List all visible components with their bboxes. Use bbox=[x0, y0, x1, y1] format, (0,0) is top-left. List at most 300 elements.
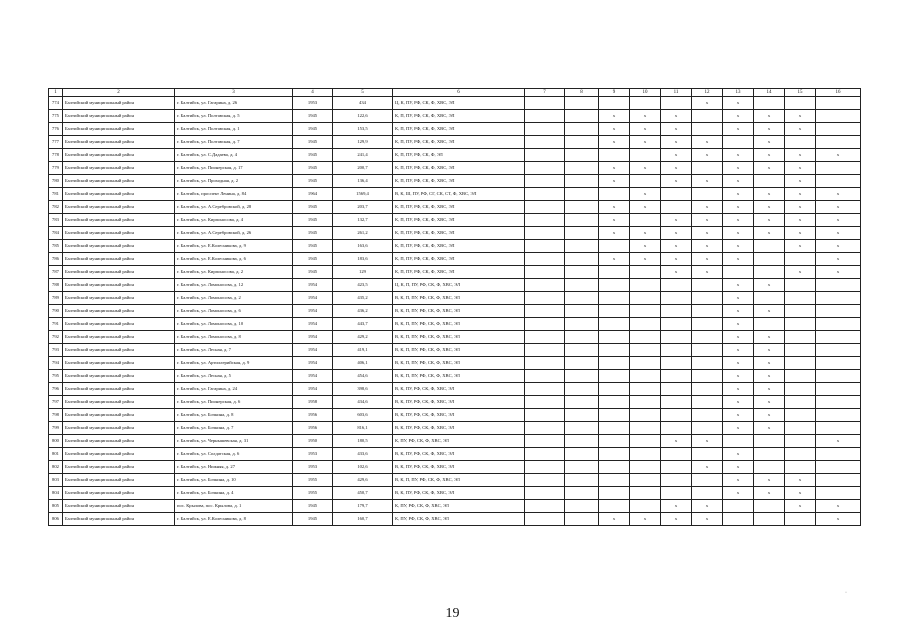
mark-cell: x bbox=[785, 487, 816, 500]
mark-cell bbox=[785, 396, 816, 409]
mark-cell: x bbox=[599, 162, 630, 175]
mark-cell bbox=[565, 149, 599, 162]
elements-code-cell: К, П, ПУ, РФ, СК, Ф, ХВС, ЭЛ bbox=[393, 240, 525, 253]
mark-cell bbox=[816, 162, 861, 175]
mark-cell bbox=[785, 331, 816, 344]
mark-cell bbox=[816, 487, 861, 500]
mark-cell bbox=[723, 513, 754, 526]
mark-cell bbox=[525, 188, 565, 201]
mark-cell bbox=[785, 370, 816, 383]
year-cell: 1945 bbox=[293, 253, 333, 266]
mark-cell bbox=[525, 175, 565, 188]
mark-cell: x bbox=[754, 474, 785, 487]
mark-cell bbox=[599, 383, 630, 396]
address-cell: г. Балтийск, ул. Бочкина, д. 10 bbox=[175, 474, 293, 487]
area-cell: 203,7 bbox=[333, 201, 393, 214]
row-number-cell: 775 bbox=[49, 110, 63, 123]
mark-cell: x bbox=[661, 110, 692, 123]
mark-cell: x bbox=[692, 136, 723, 149]
mark-cell bbox=[816, 123, 861, 136]
mark-cell: x bbox=[785, 266, 816, 279]
mark-cell bbox=[785, 292, 816, 305]
address-cell: г. Балтийск, ул. Гагарина, д. 24 bbox=[175, 383, 293, 396]
column-number: 3 bbox=[175, 89, 293, 97]
mark-cell: x bbox=[754, 227, 785, 240]
column-number: 7 bbox=[525, 89, 565, 97]
table-row bbox=[49, 500, 861, 513]
mark-cell bbox=[692, 422, 723, 435]
mark-cell bbox=[565, 318, 599, 331]
district-cell: Балтийский муниципальный район bbox=[63, 240, 175, 253]
address-cell: г. Балтийск, ул. Е.Колесникова, д. 8 bbox=[175, 513, 293, 526]
column-number: 9 bbox=[599, 89, 630, 97]
address-cell: г. Балтийск, ул. Проходная, д. 2 bbox=[175, 175, 293, 188]
district-cell: Балтийский муниципальный район bbox=[63, 396, 175, 409]
mark-cell bbox=[816, 461, 861, 474]
mark-cell: x bbox=[723, 292, 754, 305]
mark-cell bbox=[630, 305, 661, 318]
address-cell: г. Балтийск, ул. Солдатская, д. 6 bbox=[175, 448, 293, 461]
mark-cell bbox=[816, 357, 861, 370]
mark-cell bbox=[754, 461, 785, 474]
mark-cell: x bbox=[723, 201, 754, 214]
mark-cell bbox=[525, 162, 565, 175]
mark-cell: x bbox=[754, 409, 785, 422]
table-row bbox=[49, 149, 861, 162]
mark-cell bbox=[630, 461, 661, 474]
table-row bbox=[49, 110, 861, 123]
area-cell: 434 bbox=[333, 97, 393, 110]
district-cell: Балтийский муниципальный район bbox=[63, 227, 175, 240]
mark-cell: x bbox=[723, 448, 754, 461]
mark-cell bbox=[692, 162, 723, 175]
elements-code-cell: В, К, ПУ, РФ, СК, Ф, ХВС, ЭЛ bbox=[393, 422, 525, 435]
mark-cell: x bbox=[661, 253, 692, 266]
year-cell: 1945 bbox=[293, 136, 333, 149]
mark-cell: x bbox=[692, 240, 723, 253]
row-number-cell: 784 bbox=[49, 227, 63, 240]
mark-cell bbox=[565, 344, 599, 357]
mark-cell: x bbox=[816, 227, 861, 240]
mark-cell bbox=[692, 305, 723, 318]
mark-cell bbox=[692, 188, 723, 201]
address-cell: г. Балтийск, ул. Пионерская, д. 17 bbox=[175, 162, 293, 175]
address-cell: г. Балтийск, ул. Ломоносова, д. 12 bbox=[175, 279, 293, 292]
elements-code-cell: В, К, П, ПУ, РФ, СК, Ф, ХВС, ЭЛ bbox=[393, 318, 525, 331]
mark-cell bbox=[692, 448, 723, 461]
mark-cell bbox=[565, 201, 599, 214]
mark-cell bbox=[525, 318, 565, 331]
mark-cell bbox=[754, 435, 785, 448]
mark-cell bbox=[692, 383, 723, 396]
row-number-cell: 804 bbox=[49, 487, 63, 500]
mark-cell: x bbox=[754, 370, 785, 383]
district-cell: Балтийский муниципальный район bbox=[63, 253, 175, 266]
table-row bbox=[49, 188, 861, 201]
mark-cell bbox=[723, 500, 754, 513]
mark-cell: x bbox=[723, 370, 754, 383]
mark-cell bbox=[630, 279, 661, 292]
district-cell: Балтийский муниципальный район bbox=[63, 162, 175, 175]
year-cell: 1953 bbox=[293, 461, 333, 474]
elements-code-cell: В, К, ПУ, РФ, СК, Ф, ХВС, ЭЛ bbox=[393, 461, 525, 474]
mark-cell: x bbox=[754, 422, 785, 435]
mark-cell: x bbox=[785, 110, 816, 123]
address-cell: г. Балтийск, ул. Лесная, д. 5 bbox=[175, 370, 293, 383]
year-cell: 1954 bbox=[293, 344, 333, 357]
mark-cell bbox=[692, 409, 723, 422]
district-cell: Балтийский муниципальный район bbox=[63, 188, 175, 201]
elements-code-cell: В, К, Ш, ПУ, РФ, СГ, СК, СТ, Ф, ХВС, ЭЛ bbox=[393, 188, 525, 201]
table-row bbox=[49, 305, 861, 318]
mark-cell bbox=[816, 175, 861, 188]
table-row bbox=[49, 435, 861, 448]
mark-cell: x bbox=[723, 357, 754, 370]
mark-cell: x bbox=[661, 149, 692, 162]
mark-cell bbox=[599, 344, 630, 357]
mark-cell bbox=[661, 331, 692, 344]
mark-cell bbox=[785, 305, 816, 318]
mark-cell bbox=[565, 396, 599, 409]
mark-cell bbox=[816, 331, 861, 344]
mark-cell: x bbox=[599, 253, 630, 266]
mark-cell bbox=[565, 357, 599, 370]
mark-cell bbox=[754, 318, 785, 331]
mark-cell: x bbox=[661, 123, 692, 136]
mark-cell bbox=[692, 344, 723, 357]
mark-cell bbox=[816, 370, 861, 383]
mark-cell: x bbox=[723, 318, 754, 331]
mark-cell: x bbox=[723, 227, 754, 240]
district-cell: Балтийский муниципальный район bbox=[63, 305, 175, 318]
row-number-cell: 779 bbox=[49, 162, 63, 175]
district-cell: Балтийский муниципальный район bbox=[63, 383, 175, 396]
table-row bbox=[49, 162, 861, 175]
elements-code-cell: Ц, К, П, ПУ, РФ, СК, Ф, ХВС, ЭЛ bbox=[393, 279, 525, 292]
mark-cell bbox=[754, 240, 785, 253]
district-cell: Балтийский муниципальный район bbox=[63, 513, 175, 526]
mark-cell bbox=[630, 448, 661, 461]
mark-cell bbox=[525, 500, 565, 513]
mark-cell: x bbox=[785, 474, 816, 487]
mark-cell bbox=[661, 383, 692, 396]
mark-cell bbox=[565, 123, 599, 136]
mark-cell bbox=[692, 123, 723, 136]
table-row bbox=[49, 396, 861, 409]
mark-cell bbox=[565, 162, 599, 175]
address-cell: г. Балтийск, ул. А.Серебровской, д. 28 bbox=[175, 201, 293, 214]
mark-cell bbox=[661, 448, 692, 461]
elements-code-cell: К, ПУ, РФ, СК, Ф, ХВС, ЭЛ bbox=[393, 435, 525, 448]
mark-cell bbox=[599, 266, 630, 279]
row-number-cell: 797 bbox=[49, 396, 63, 409]
mark-cell: x bbox=[630, 136, 661, 149]
table-row bbox=[49, 370, 861, 383]
mark-cell bbox=[816, 97, 861, 110]
mark-cell: x bbox=[723, 279, 754, 292]
mark-cell bbox=[692, 292, 723, 305]
mark-cell bbox=[816, 409, 861, 422]
page-number: 19 bbox=[445, 606, 460, 621]
mark-cell bbox=[525, 227, 565, 240]
mark-cell: x bbox=[785, 214, 816, 227]
mark-cell bbox=[525, 487, 565, 500]
table-row bbox=[49, 318, 861, 331]
year-cell: 1945 bbox=[293, 266, 333, 279]
row-number-cell: 803 bbox=[49, 474, 63, 487]
area-cell: 433,6 bbox=[333, 448, 393, 461]
elements-code-cell: В, К, П, ПУ, РФ, СК, Ф, ХВС, ЭЛ bbox=[393, 357, 525, 370]
mark-cell bbox=[525, 344, 565, 357]
mark-cell bbox=[661, 97, 692, 110]
elements-code-cell: К, П, ПУ, РФ, СК, Ф, ХВС, ЭЛ bbox=[393, 253, 525, 266]
column-number: 8 bbox=[565, 89, 599, 97]
address-cell: г. Балтийск, ул. А.Серебровской, д. 26 bbox=[175, 227, 293, 240]
table-row bbox=[49, 266, 861, 279]
mark-cell bbox=[816, 474, 861, 487]
mark-cell: x bbox=[754, 331, 785, 344]
mark-cell: x bbox=[754, 123, 785, 136]
elements-code-cell: В, К, П, ПУ, РФ, СК, Ф, ХВС, ЭЛ bbox=[393, 370, 525, 383]
mark-cell: x bbox=[599, 123, 630, 136]
year-cell: 1954 bbox=[293, 292, 333, 305]
mark-cell bbox=[661, 422, 692, 435]
mark-cell: x bbox=[754, 162, 785, 175]
mark-cell bbox=[630, 409, 661, 422]
area-cell: 129 bbox=[333, 266, 393, 279]
mark-cell: x bbox=[754, 396, 785, 409]
address-cell: г. Балтийск, ул. С.Дадаева, д. 4 bbox=[175, 149, 293, 162]
area-cell: 129,9 bbox=[333, 136, 393, 149]
area-cell: 180,5 bbox=[333, 435, 393, 448]
area-cell: 200,7 bbox=[333, 162, 393, 175]
mark-cell bbox=[525, 331, 565, 344]
mark-cell: x bbox=[599, 175, 630, 188]
area-cell: 132,7 bbox=[333, 214, 393, 227]
area-cell: 406,1 bbox=[333, 357, 393, 370]
mark-cell bbox=[692, 110, 723, 123]
area-cell: 419,1 bbox=[333, 344, 393, 357]
district-cell: Балтийский муниципальный район bbox=[63, 435, 175, 448]
mark-cell bbox=[599, 396, 630, 409]
mark-cell: x bbox=[754, 188, 785, 201]
mark-cell bbox=[630, 370, 661, 383]
mark-cell bbox=[525, 474, 565, 487]
mark-cell bbox=[630, 175, 661, 188]
mark-cell: x bbox=[816, 266, 861, 279]
mark-cell: x bbox=[785, 162, 816, 175]
address-cell: г. Балтийск, ул. Чернышевская, д. 31 bbox=[175, 435, 293, 448]
row-number-cell: 791 bbox=[49, 318, 63, 331]
mark-cell bbox=[599, 474, 630, 487]
mark-cell bbox=[661, 409, 692, 422]
mark-cell bbox=[785, 461, 816, 474]
mark-cell: x bbox=[785, 201, 816, 214]
mark-cell bbox=[565, 136, 599, 149]
mark-cell: x bbox=[630, 253, 661, 266]
mark-cell: x bbox=[630, 201, 661, 214]
mark-cell bbox=[599, 318, 630, 331]
mark-cell bbox=[599, 97, 630, 110]
mark-cell bbox=[816, 318, 861, 331]
mark-cell bbox=[525, 383, 565, 396]
mark-cell bbox=[785, 383, 816, 396]
mark-cell bbox=[661, 318, 692, 331]
mark-cell bbox=[661, 188, 692, 201]
mark-cell bbox=[785, 422, 816, 435]
mark-cell: x bbox=[661, 136, 692, 149]
mark-cell bbox=[565, 331, 599, 344]
mark-cell bbox=[565, 448, 599, 461]
mark-cell bbox=[816, 448, 861, 461]
district-cell: Балтийский муниципальный район bbox=[63, 318, 175, 331]
mark-cell: x bbox=[723, 162, 754, 175]
mark-cell: x bbox=[816, 435, 861, 448]
mark-cell: x bbox=[692, 266, 723, 279]
mark-cell: x bbox=[754, 487, 785, 500]
row-number-cell: 795 bbox=[49, 370, 63, 383]
address-cell: г. Балтийск, ул. Бочкина, д. 8 bbox=[175, 409, 293, 422]
district-cell: Балтийский муниципальный район bbox=[63, 448, 175, 461]
column-number: 6 bbox=[393, 89, 525, 97]
table-row bbox=[49, 175, 861, 188]
mark-cell bbox=[525, 110, 565, 123]
mark-cell: x bbox=[816, 188, 861, 201]
row-number-cell: 774 bbox=[49, 97, 63, 110]
mark-cell bbox=[816, 136, 861, 149]
mark-cell: x bbox=[754, 201, 785, 214]
mark-cell: x bbox=[816, 500, 861, 513]
district-cell: Балтийский муниципальный район bbox=[63, 370, 175, 383]
elements-code-cell: В, К, ПУ, РФ, СК, Ф, ХВС, ЭЛ bbox=[393, 396, 525, 409]
mark-cell bbox=[565, 227, 599, 240]
mark-cell: x bbox=[661, 266, 692, 279]
mark-cell bbox=[661, 370, 692, 383]
mark-cell bbox=[692, 396, 723, 409]
mark-cell bbox=[565, 370, 599, 383]
building-register-table bbox=[48, 88, 861, 526]
mark-cell bbox=[630, 331, 661, 344]
mark-cell bbox=[754, 253, 785, 266]
mark-cell: x bbox=[692, 253, 723, 266]
table-row bbox=[49, 331, 861, 344]
table-row bbox=[49, 253, 861, 266]
elements-code-cell: К, П, ПУ, РФ, СК, Ф, ХВС, ЭЛ bbox=[393, 227, 525, 240]
mark-cell bbox=[525, 240, 565, 253]
mark-cell: x bbox=[661, 500, 692, 513]
area-cell: 423,5 bbox=[333, 279, 393, 292]
mark-cell bbox=[525, 97, 565, 110]
year-cell: 1945 bbox=[293, 500, 333, 513]
column-number-row bbox=[49, 89, 861, 97]
district-cell: Балтийский муниципальный район bbox=[63, 136, 175, 149]
district-cell: Балтийский муниципальный район bbox=[63, 487, 175, 500]
mark-cell bbox=[816, 383, 861, 396]
year-cell: 1945 bbox=[293, 513, 333, 526]
year-cell: 1945 bbox=[293, 149, 333, 162]
row-number-cell: 777 bbox=[49, 136, 63, 149]
mark-cell bbox=[525, 123, 565, 136]
mark-cell bbox=[630, 266, 661, 279]
district-cell: Балтийский муниципальный район bbox=[63, 266, 175, 279]
mark-cell: x bbox=[599, 513, 630, 526]
table-row bbox=[49, 487, 861, 500]
edge-mark: · bbox=[845, 590, 847, 596]
mark-cell bbox=[630, 422, 661, 435]
mark-cell: x bbox=[723, 383, 754, 396]
mark-cell bbox=[692, 357, 723, 370]
mark-cell bbox=[525, 461, 565, 474]
column-number: 15 bbox=[785, 89, 816, 97]
mark-cell bbox=[661, 201, 692, 214]
year-cell: 1954 bbox=[293, 370, 333, 383]
mark-cell: x bbox=[723, 123, 754, 136]
column-number: 12 bbox=[692, 89, 723, 97]
row-number-cell: 778 bbox=[49, 149, 63, 162]
mark-cell bbox=[785, 357, 816, 370]
mark-cell bbox=[754, 500, 785, 513]
mark-cell bbox=[599, 487, 630, 500]
area-cell: 122,6 bbox=[333, 110, 393, 123]
mark-cell bbox=[630, 149, 661, 162]
address-cell: г. Балтийск, ул. Пионерская, д. 6 bbox=[175, 396, 293, 409]
mark-cell bbox=[754, 175, 785, 188]
area-cell: 102,6 bbox=[333, 461, 393, 474]
elements-code-cell: В, К, П, ПУ, РФ, СК, Ф, ХВС, ЭЛ bbox=[393, 344, 525, 357]
year-cell: 1954 bbox=[293, 305, 333, 318]
table-row bbox=[49, 474, 861, 487]
mark-cell bbox=[525, 357, 565, 370]
column-number: 10 bbox=[630, 89, 661, 97]
district-cell: Балтийский муниципальный район bbox=[63, 409, 175, 422]
mark-cell bbox=[630, 474, 661, 487]
column-number: 2 bbox=[63, 89, 175, 97]
mark-cell bbox=[599, 292, 630, 305]
row-number-cell: 780 bbox=[49, 175, 63, 188]
mark-cell bbox=[565, 292, 599, 305]
mark-cell bbox=[816, 110, 861, 123]
row-number-cell: 776 bbox=[49, 123, 63, 136]
mark-cell: x bbox=[692, 513, 723, 526]
mark-cell: x bbox=[661, 175, 692, 188]
mark-cell: x bbox=[599, 110, 630, 123]
table-row bbox=[49, 214, 861, 227]
address-cell: г. Балтийск, ул. Артиллерийская, д. 9 bbox=[175, 357, 293, 370]
table-row bbox=[49, 240, 861, 253]
table-row bbox=[49, 123, 861, 136]
mark-cell bbox=[754, 97, 785, 110]
mark-cell: x bbox=[661, 214, 692, 227]
elements-code-cell: В, К, П, ПУ, РФ, СК, Ф, ХВС, ЭЛ bbox=[393, 474, 525, 487]
mark-cell bbox=[816, 305, 861, 318]
mark-cell: x bbox=[723, 97, 754, 110]
mark-cell bbox=[599, 188, 630, 201]
row-number-cell: 789 bbox=[49, 292, 63, 305]
elements-code-cell: К, П, ПУ, РФ, СК, Ф, ЭЛ bbox=[393, 149, 525, 162]
district-cell: Балтийский муниципальный район bbox=[63, 149, 175, 162]
column-number: 13 bbox=[723, 89, 754, 97]
table-row bbox=[49, 201, 861, 214]
mark-cell: x bbox=[661, 162, 692, 175]
mark-cell bbox=[525, 266, 565, 279]
district-cell: Балтийский муниципальный район bbox=[63, 344, 175, 357]
mark-cell: x bbox=[723, 110, 754, 123]
year-cell: 1953 bbox=[293, 448, 333, 461]
district-cell: Балтийский муниципальный район bbox=[63, 201, 175, 214]
district-cell: Балтийский муниципальный район bbox=[63, 357, 175, 370]
mark-cell bbox=[565, 97, 599, 110]
row-number-cell: 785 bbox=[49, 240, 63, 253]
